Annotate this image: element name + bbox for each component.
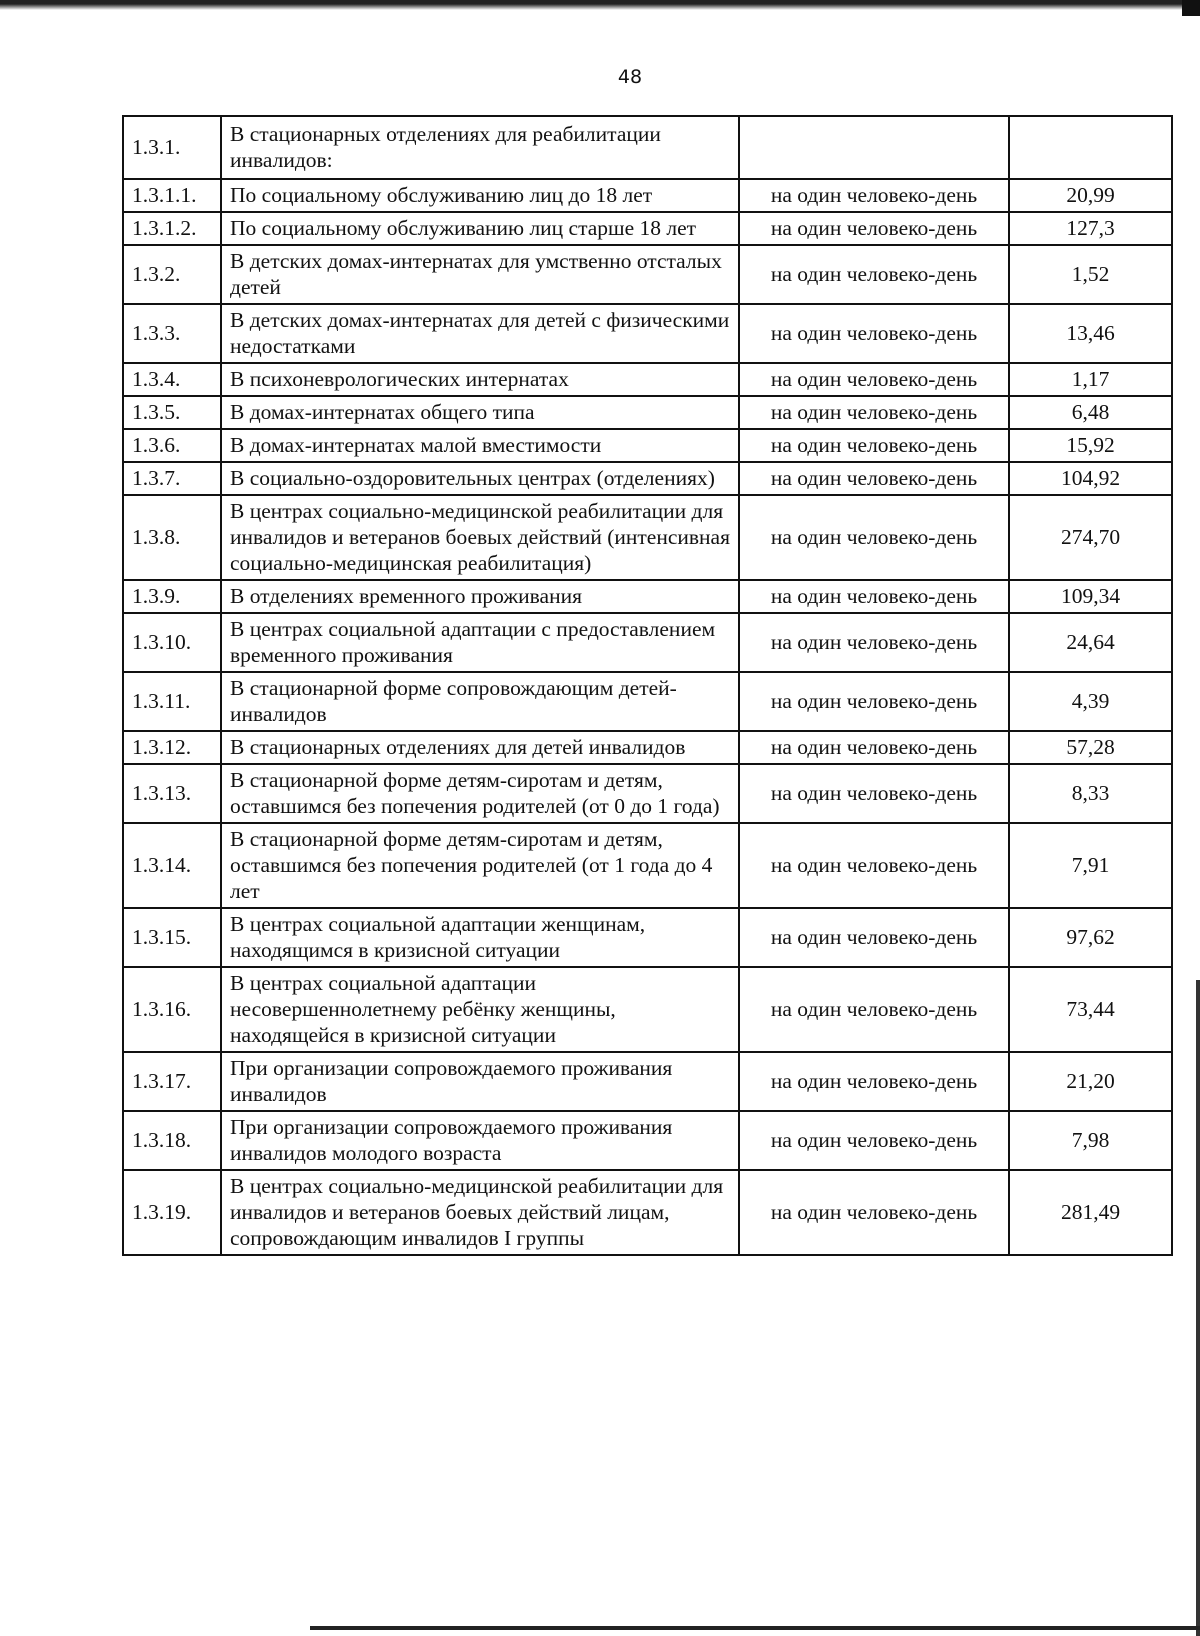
row-number-cell: 1.3.5.	[123, 396, 221, 429]
row-value-cell: 24,64	[1009, 613, 1172, 672]
row-number-cell: 1.3.3.	[123, 304, 221, 363]
row-value-cell	[1009, 116, 1172, 179]
row-value-cell: 97,62	[1009, 908, 1172, 967]
row-number-cell: 1.3.14.	[123, 823, 221, 908]
row-value-cell: 127,3	[1009, 212, 1172, 245]
table-row	[123, 116, 1172, 179]
row-description-cell: По социальному обслуживанию лиц до 18 лет	[221, 179, 739, 212]
table-row	[123, 672, 1172, 731]
row-number-cell: 1.3.11.	[123, 672, 221, 731]
row-value-cell: 1,17	[1009, 363, 1172, 396]
row-value-cell: 1,52	[1009, 245, 1172, 304]
row-unit-cell: на один человеко-день	[739, 613, 1009, 672]
row-description-cell: В центрах социальной адаптации с предоставлением временного проживания	[221, 613, 739, 672]
tariff-table-body	[123, 116, 1172, 1255]
row-description-cell: В стационарной форме детям-сиротам и детям, оставшимся без попечения родителей (от 1 года до 4 лет	[221, 823, 739, 908]
row-description-cell: В детских домах-интернатах для детей с физическими недостатками	[221, 304, 739, 363]
table-row	[123, 304, 1172, 363]
table-row	[123, 212, 1172, 245]
row-number-cell: 1.3.7.	[123, 462, 221, 495]
row-description-cell: В отделениях временного проживания	[221, 580, 739, 613]
table-row	[123, 396, 1172, 429]
row-unit-cell: на один человеко-день	[739, 396, 1009, 429]
row-description-cell: В психоневрологических интернатах	[221, 363, 739, 396]
row-value-cell: 15,92	[1009, 429, 1172, 462]
row-description-cell: В стационарных отделениях для детей инвалидов	[221, 731, 739, 764]
row-value-cell: 281,49	[1009, 1170, 1172, 1255]
scan-corner-mark	[1182, 0, 1200, 16]
row-value-cell: 274,70	[1009, 495, 1172, 580]
row-unit-cell: на один человеко-день	[739, 731, 1009, 764]
row-description-cell: В домах-интернатах общего типа	[221, 396, 739, 429]
row-value-cell: 8,33	[1009, 764, 1172, 823]
row-number-cell: 1.3.13.	[123, 764, 221, 823]
row-description-cell: В центрах социально-медицинской реабилитации для инвалидов и ветеранов боевых действий (интенсивная социально-медицинская реабилитация)	[221, 495, 739, 580]
table-row	[123, 363, 1172, 396]
row-unit-cell: на один человеко-день	[739, 823, 1009, 908]
row-unit-cell: на один человеко-день	[739, 179, 1009, 212]
table-row	[123, 1111, 1172, 1170]
row-description-cell: В детских домах-интернатах для умственно отсталых детей	[221, 245, 739, 304]
row-value-cell: 109,34	[1009, 580, 1172, 613]
row-number-cell: 1.3.19.	[123, 1170, 221, 1255]
table-row	[123, 967, 1172, 1052]
row-number-cell: 1.3.15.	[123, 908, 221, 967]
row-value-cell: 7,98	[1009, 1111, 1172, 1170]
table-row	[123, 1170, 1172, 1255]
table-row	[123, 245, 1172, 304]
row-description-cell: При организации сопровождаемого проживания инвалидов молодого возраста	[221, 1111, 739, 1170]
row-number-cell: 1.3.17.	[123, 1052, 221, 1111]
row-unit-cell: на один человеко-день	[739, 580, 1009, 613]
row-value-cell: 7,91	[1009, 823, 1172, 908]
row-description-cell: В стационарной форме детям-сиротам и детям, оставшимся без попечения родителей (от 0 до 1 года)	[221, 764, 739, 823]
row-unit-cell: на один человеко-день	[739, 495, 1009, 580]
row-description-cell: В центрах социальной адаптации несовершеннолетнему ребёнку женщины, находящейся в кризисной ситуации	[221, 967, 739, 1052]
table-row	[123, 179, 1172, 212]
row-unit-cell: на один человеко-день	[739, 1111, 1009, 1170]
row-description-cell: В центрах социальной адаптации женщинам, находящимся в кризисной ситуации	[221, 908, 739, 967]
row-unit-cell: на один человеко-день	[739, 363, 1009, 396]
row-description-cell: При организации сопровождаемого проживания инвалидов	[221, 1052, 739, 1111]
table-row	[123, 731, 1172, 764]
row-unit-cell: на один человеко-день	[739, 1052, 1009, 1111]
row-unit-cell: на один человеко-день	[739, 212, 1009, 245]
row-number-cell: 1.3.9.	[123, 580, 221, 613]
row-number-cell: 1.3.1.2.	[123, 212, 221, 245]
row-number-cell: 1.3.12.	[123, 731, 221, 764]
row-value-cell: 104,92	[1009, 462, 1172, 495]
row-description-cell: По социальному обслуживанию лиц старше 18 лет	[221, 212, 739, 245]
row-value-cell: 21,20	[1009, 1052, 1172, 1111]
row-unit-cell: на один человеко-день	[739, 429, 1009, 462]
row-unit-cell: на один человеко-день	[739, 1170, 1009, 1255]
table-row	[123, 495, 1172, 580]
row-unit-cell: на один человеко-день	[739, 304, 1009, 363]
table-row	[123, 429, 1172, 462]
row-number-cell: 1.3.2.	[123, 245, 221, 304]
row-unit-cell: на один человеко-день	[739, 967, 1009, 1052]
scan-top-edge	[0, 0, 1200, 10]
row-unit-cell: на один человеко-день	[739, 462, 1009, 495]
row-description-cell: В стационарной форме сопровождающим детей-инвалидов	[221, 672, 739, 731]
row-value-cell: 6,48	[1009, 396, 1172, 429]
row-value-cell: 13,46	[1009, 304, 1172, 363]
tariff-table	[122, 115, 1173, 1256]
row-number-cell: 1.3.6.	[123, 429, 221, 462]
row-number-cell: 1.3.8.	[123, 495, 221, 580]
row-number-cell: 1.3.18.	[123, 1111, 221, 1170]
row-number-cell: 1.3.1.1.	[123, 179, 221, 212]
row-description-cell: В центрах социально-медицинской реабилитации для инвалидов и ветеранов боевых действий лицам, сопровождающим инвалидов I группы	[221, 1170, 739, 1255]
row-value-cell: 73,44	[1009, 967, 1172, 1052]
table-row	[123, 908, 1172, 967]
scan-right-edge	[1196, 980, 1200, 1636]
row-value-cell: 20,99	[1009, 179, 1172, 212]
row-unit-cell: на один человеко-день	[739, 908, 1009, 967]
table-row	[123, 764, 1172, 823]
row-number-cell: 1.3.4.	[123, 363, 221, 396]
table-row	[123, 580, 1172, 613]
page-number: 48	[617, 66, 643, 88]
row-number-cell: 1.3.10.	[123, 613, 221, 672]
row-unit-cell: на один человеко-день	[739, 245, 1009, 304]
table-row	[123, 462, 1172, 495]
scan-bottom-edge	[310, 1626, 1200, 1630]
row-unit-cell	[739, 116, 1009, 179]
row-description-cell: В домах-интернатах малой вместимости	[221, 429, 739, 462]
table-row	[123, 613, 1172, 672]
table-row	[123, 823, 1172, 908]
row-value-cell: 57,28	[1009, 731, 1172, 764]
table-row	[123, 1052, 1172, 1111]
row-number-cell: 1.3.1.	[123, 116, 221, 179]
row-unit-cell: на один человеко-день	[739, 672, 1009, 731]
row-description-cell: В социально-оздоровительных центрах (отделениях)	[221, 462, 739, 495]
row-unit-cell: на один человеко-день	[739, 764, 1009, 823]
row-number-cell: 1.3.16.	[123, 967, 221, 1052]
row-value-cell: 4,39	[1009, 672, 1172, 731]
row-description-cell: В стационарных отделениях для реабилитации инвалидов:	[221, 116, 739, 179]
